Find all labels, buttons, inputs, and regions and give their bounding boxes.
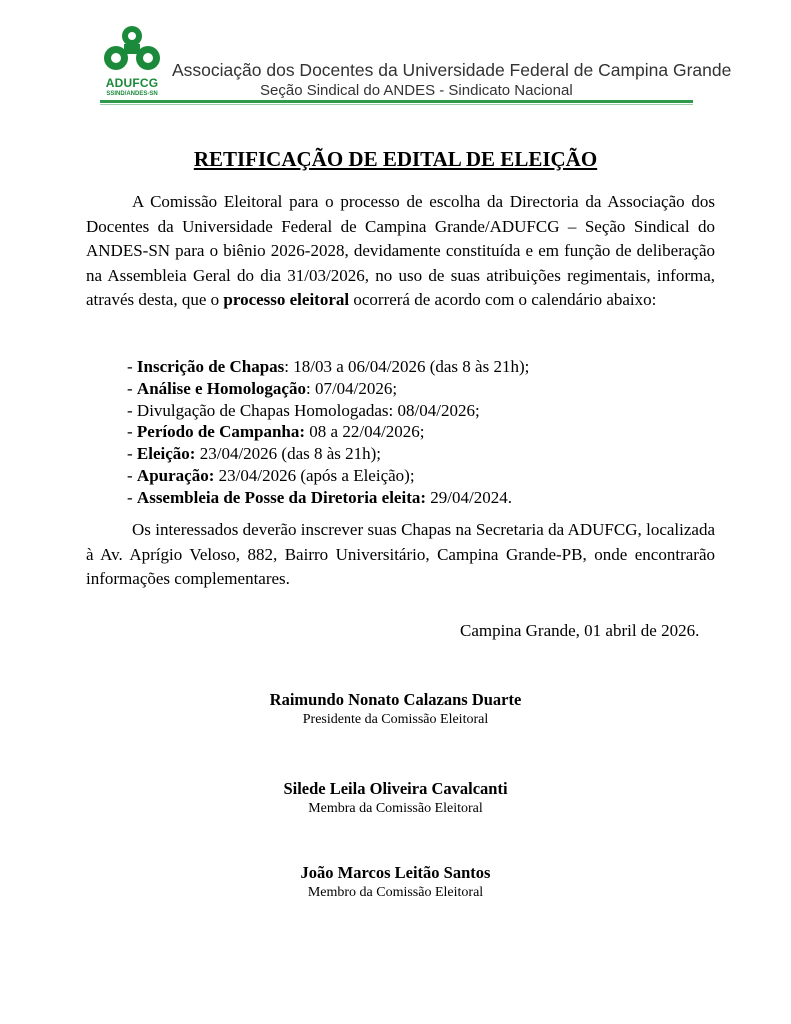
schedule-item-value: Divulgação de Chapas Homologadas: 08/04/2026; — [136, 400, 480, 420]
logo-text: ADUFCG — [105, 76, 159, 90]
schedule-item — [127, 443, 529, 465]
intro-text-1: A Comissão Eleitoral para o processo de escolha da Directoria da Associação dos Docentes da Universidade Federal de Campina Grande/ADUFCG – Seção Sindical do ANDES-SN para o biênio 2026-2028, devidamente constituída e em função de deliberação na Assembleia Geral do dia 31/03/2026, no uso de suas atribuições regimentais, informa, através desta, que o — [86, 192, 715, 309]
schedule-item-label: Inscrição de Chapas — [136, 357, 285, 376]
signer-role: Membro da Comissão Eleitoral — [307, 885, 484, 900]
schedule-item-label: Análise e Homologação — [136, 378, 306, 398]
schedule-item — [127, 421, 529, 443]
schedule-item-value: 23/04/2026 (das 8 às 21h); — [199, 444, 382, 464]
signer-name: Raimundo Nonato Calazans Duarte — [269, 690, 522, 709]
intro-paragraph — [86, 190, 715, 313]
signer-name: Silede Leila Oliveira Cavalcanti — [283, 779, 508, 798]
schedule-item-value: 23/04/2026 (após a Eleição); — [218, 465, 415, 485]
schedule-item-separator: : — [284, 357, 294, 376]
schedule-item-prefix: - — [127, 400, 137, 420]
header-divider-thin — [100, 104, 693, 105]
schedule-item-label: Período de Campanha: — [136, 422, 306, 442]
intro-text-2: ocorrerá de acordo com o calendário abaixo: — [349, 290, 657, 309]
intro-bold: processo eleitoral — [223, 290, 350, 309]
schedule-item — [127, 400, 529, 422]
signer-role: Membra da Comissão Eleitoral — [308, 801, 483, 816]
schedule-item — [127, 465, 529, 487]
signature-block — [0, 778, 791, 818]
logo-subtext: SSIND/ANDES-SN — [106, 91, 158, 97]
schedule-item — [127, 487, 529, 509]
closing-paragraph: Os interessados deverão inscrever suas Chapas na Secretaria da ADUFCG, localizada à Av. Aprígio Veloso, 882, Bairro Universitário, Campina Grande-PB, onde encontrarão informações complementares. — [86, 520, 715, 588]
schedule-item-separator: : — [305, 378, 315, 398]
document-title: RETIFICAÇÃO DE EDITAL DE ELEIÇÃO — [193, 147, 598, 171]
signature-block — [0, 862, 791, 902]
schedule-list — [127, 356, 529, 509]
schedule-item-prefix: - — [127, 378, 137, 398]
schedule-item — [127, 356, 529, 378]
logo-emblem-icon — [100, 24, 164, 78]
place-date: Campina Grande, 01 abril de 2026. — [460, 621, 700, 640]
schedule-item-value: 29/04/2024. — [430, 487, 512, 507]
schedule-item-prefix: - — [127, 357, 137, 376]
schedule-item-prefix: - — [127, 465, 137, 485]
schedule-item — [127, 378, 529, 400]
schedule-item-value: 08 a 22/04/2026; — [309, 422, 425, 442]
schedule-item-label: Assembleia de Posse da Diretoria eleita: — [136, 487, 427, 507]
schedule-item-prefix: - — [127, 487, 137, 507]
association-name: Associação dos Docentes da Universidade Federal de Campina Grande — [172, 60, 732, 80]
schedule-item-value: 18/03 a 06/04/2026 (das 8 às 21h); — [293, 357, 530, 376]
header-divider — [100, 100, 693, 103]
signer-name: João Marcos Leitão Santos — [300, 863, 491, 882]
schedule-item-prefix: - — [127, 422, 137, 442]
schedule-item-label: Apuração: — [136, 465, 215, 485]
schedule-item-label: Eleição: — [136, 444, 196, 464]
letterhead — [100, 24, 732, 106]
signature-block — [0, 689, 791, 729]
schedule-item-prefix: - — [127, 444, 137, 464]
adufcg-logo — [100, 24, 164, 102]
schedule-item-value: 07/04/2026; — [314, 378, 398, 398]
section-name: Seção Sindical do ANDES - Sindicato Nacional — [260, 82, 573, 99]
signer-role: Presidente da Comissão Eleitoral — [302, 712, 489, 727]
